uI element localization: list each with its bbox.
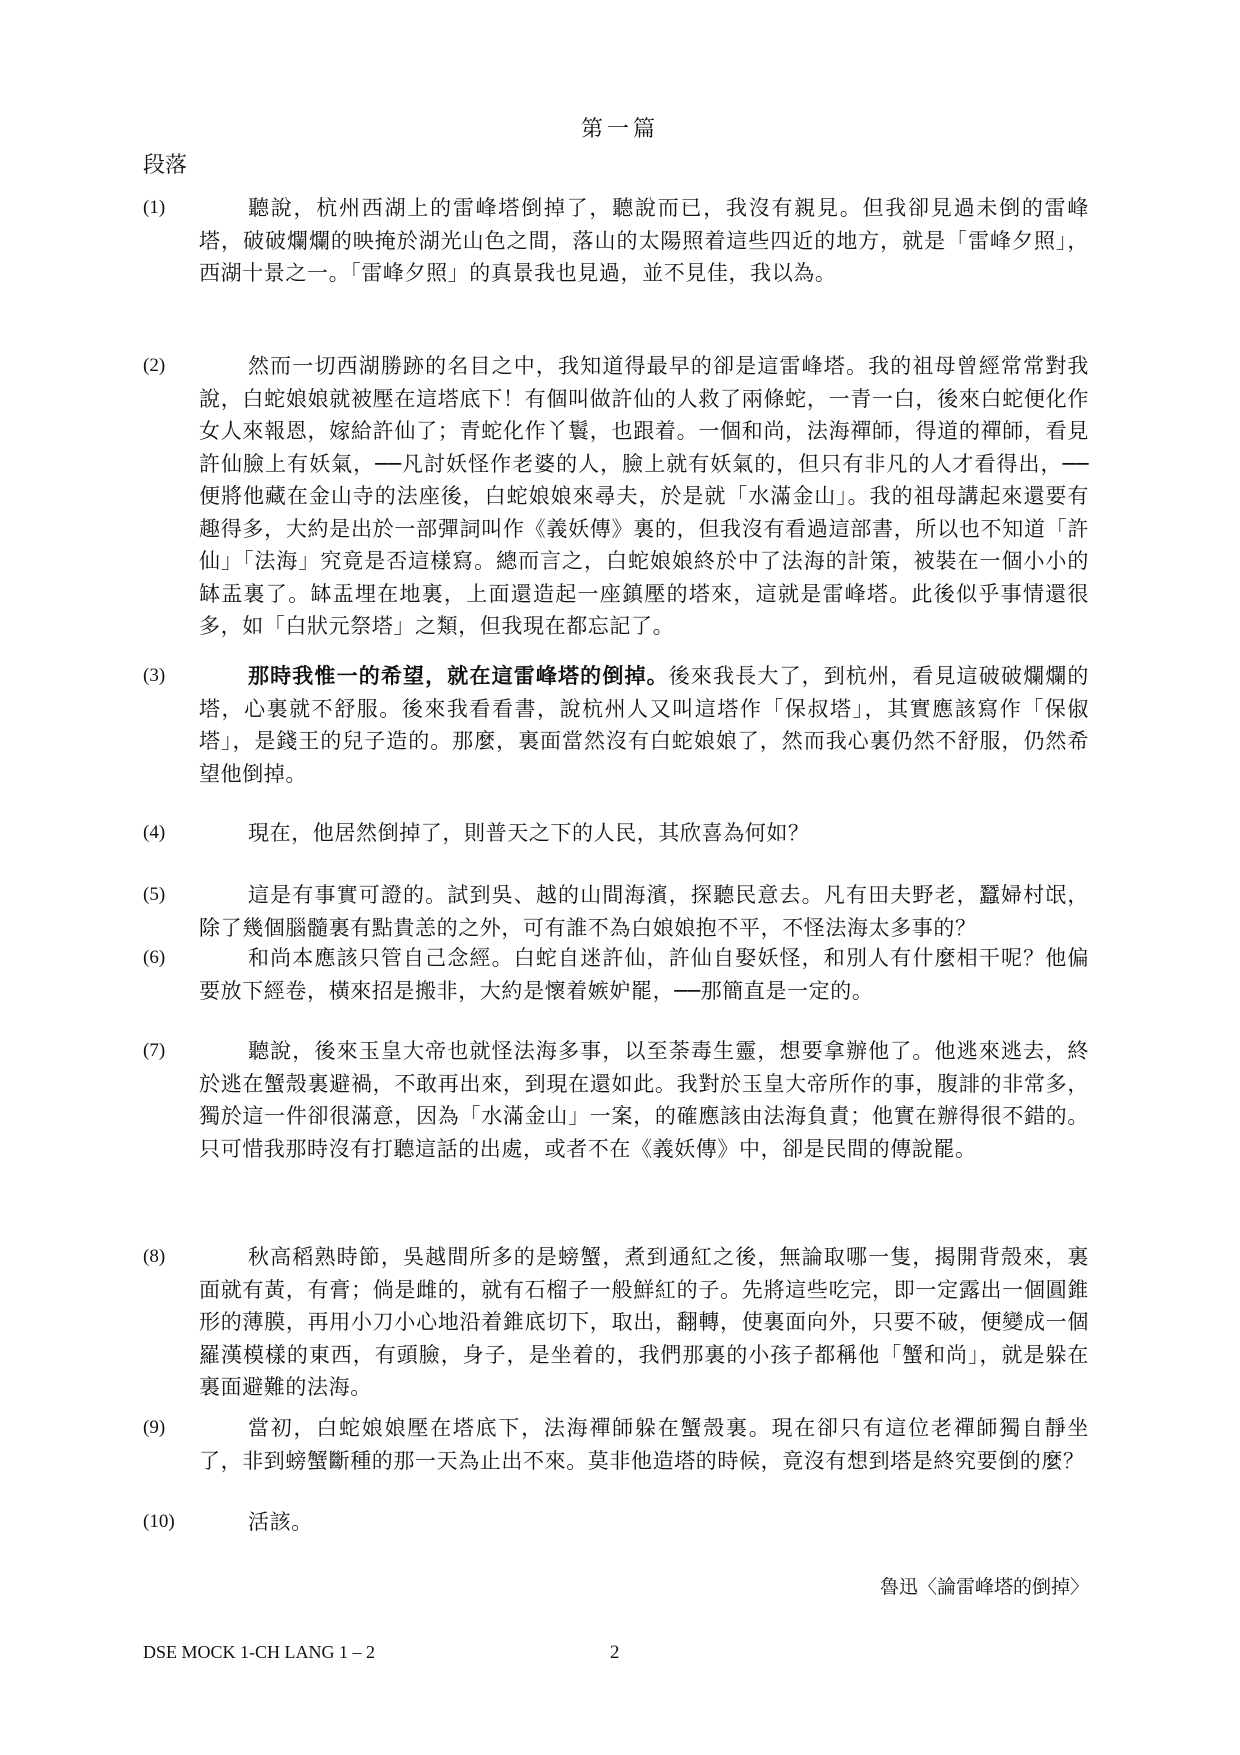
paragraph-text: 聽說，杭州西湖上的雷峰塔倒掉了，聽說而已，我沒有親見。但我卻見過未倒的雷峰塔，破破爛爛的映掩於湖光山色之間，落山的太陽照着這些四近的地方，就是「雷峰夕照」，西湖十景之一。「雷峰夕照」的真景我也見過，並不見佳，我以為。	[199, 196, 1089, 285]
paragraph-number: (8)	[143, 1246, 166, 1267]
paragraph-text: 聽說，後來玉皇大帝也就怪法海多事，以至荼毒生靈，想要拿辦他了。他逃來逃去，終於逃在蟹殼裏避禍，不敢再出來，到現在還如此。我對於玉皇大帝所作的事，腹誹的非常多，獨於這一件卻很滿意，因為「水滿金山」一案，的確應該由法海負責；他實在辦得很不錯的。只可惜我那時沒有打聽這話的出處，或者不在《義妖傳》中，卻是民間的傳說罷。	[199, 1039, 1089, 1161]
paragraph-rest: 後來我長大了，到杭州，看見這破破爛爛的塔，心裏就不舒服。後來我看看書，說杭州人又叫這塔作「保叔塔」，其實應該寫作「保俶塔」，是錢王的兒子造的。那麼，裏面當然沒有白蛇娘娘了，然而我心裏仍然不舒服，仍然希望他倒掉。	[199, 664, 1089, 786]
paragraph-number: (5)	[143, 884, 166, 905]
paragraph-text: 現在，他居然倒掉了，則普天之下的人民，其欣喜為何如？	[248, 821, 810, 845]
paragraph-number: (6)	[143, 947, 166, 968]
footer-exam-code: DSE MOCK 1-CH LANG 1 – 2	[143, 1642, 376, 1662]
paragraph-text: 秋高稻熟時節，吳越間所多的是螃蟹，煮到通紅之後，無論取哪一隻，揭開背殼來，裏面就有黃，有膏；倘是雌的，就有石榴子一般鮮紅的子。先將這些吃完，即一定露出一個圓錐形的薄膜，再用小刀小心地沿着錐底切下，取出，翻轉，使裏面向外，只要不破，便變成一個羅漢模樣的東西，有頭臉，身子，是坐着的，我們那裏的小孩子都稱他「蟹和尚」，就是躲在裏面避難的法海。	[199, 1245, 1089, 1399]
paragraph-text: 這是有事實可證的。試到吳、越的山間海濱，探聽民意去。凡有田夫野老，蠶婦村氓，除了幾個腦髓裏有點貴恙的之外，可有誰不為白娘娘抱不平，不怪法海太多事的？	[199, 883, 1089, 940]
page-title: 第一篇	[580, 117, 659, 142]
paragraph-number: (9)	[143, 1417, 166, 1438]
paragraph-text: 活該。	[248, 1510, 313, 1534]
paragraph-number: (7)	[143, 1040, 166, 1061]
bold-sentence: 那時我惟一的希望，就在這雷峰塔的倒掉。	[248, 664, 669, 688]
attribution: 魯迅〈論雷峰塔的倒掉〉	[879, 1576, 1089, 1598]
paragraph-text	[199, 660, 1089, 790]
paragraph-number: (3)	[143, 665, 166, 686]
paragraph-number: (2)	[143, 355, 166, 376]
paragraph-text: 然而一切西湖勝跡的名目之中，我知道得最早的卻是這雷峰塔。我的祖母曾經常常對我說，白蛇娘娘就被壓在這塔底下！有個叫做許仙的人救了兩條蛇，一青一白，後來白蛇便化作女人來報恩，嫁給許仙了；青蛇化作丫鬟，也跟着。一個和尚，法海禪師，得道的禪師，看見許仙臉上有妖氣，──凡討妖怪作老婆的人，臉上就有妖氣的，但只有非凡的人才看得出，──便將他藏在金山寺的法座後，白蛇娘娘來尋夫，於是就「水滿金山」。我的祖母講起來還要有趣得多，大約是出於一部彈詞叫作《義妖傳》裏的，但我沒有看過這部書，所以也不知道「許仙」「法海」究竟是否這樣寫。總而言之，白蛇娘娘終於中了法海的計策，被裝在一個小小的缽盂裏了。缽盂埋在地裏，上面還造起一座鎮壓的塔來，這就是雷峰塔。此後似乎事情還很多，如「白狀元祭塔」之類，但我現在都忘記了。	[199, 354, 1089, 638]
page-number: 2	[610, 1642, 620, 1663]
paragraph-number: (1)	[143, 197, 166, 218]
paragraph-text: 和尚本應該只管自己念經。白蛇自迷許仙，許仙自娶妖怪，和別人有什麼相干呢？他偏要放下經卷，橫來招是搬非，大約是懷着嫉妒罷，──那簡直是一定的。	[199, 946, 1089, 1003]
paragraph-text: 當初，白蛇娘娘壓在塔底下，法海禪師躲在蟹殼裏。現在卻只有這位老禪師獨自靜坐了，非到螃蟹斷種的那一天為止出不來。莫非他造塔的時候，竟沒有想到塔是終究要倒的麼？	[199, 1416, 1089, 1473]
paragraph-number: (10)	[143, 1511, 175, 1532]
section-heading: 段落	[143, 153, 188, 178]
paragraph-number: (4)	[143, 822, 166, 843]
